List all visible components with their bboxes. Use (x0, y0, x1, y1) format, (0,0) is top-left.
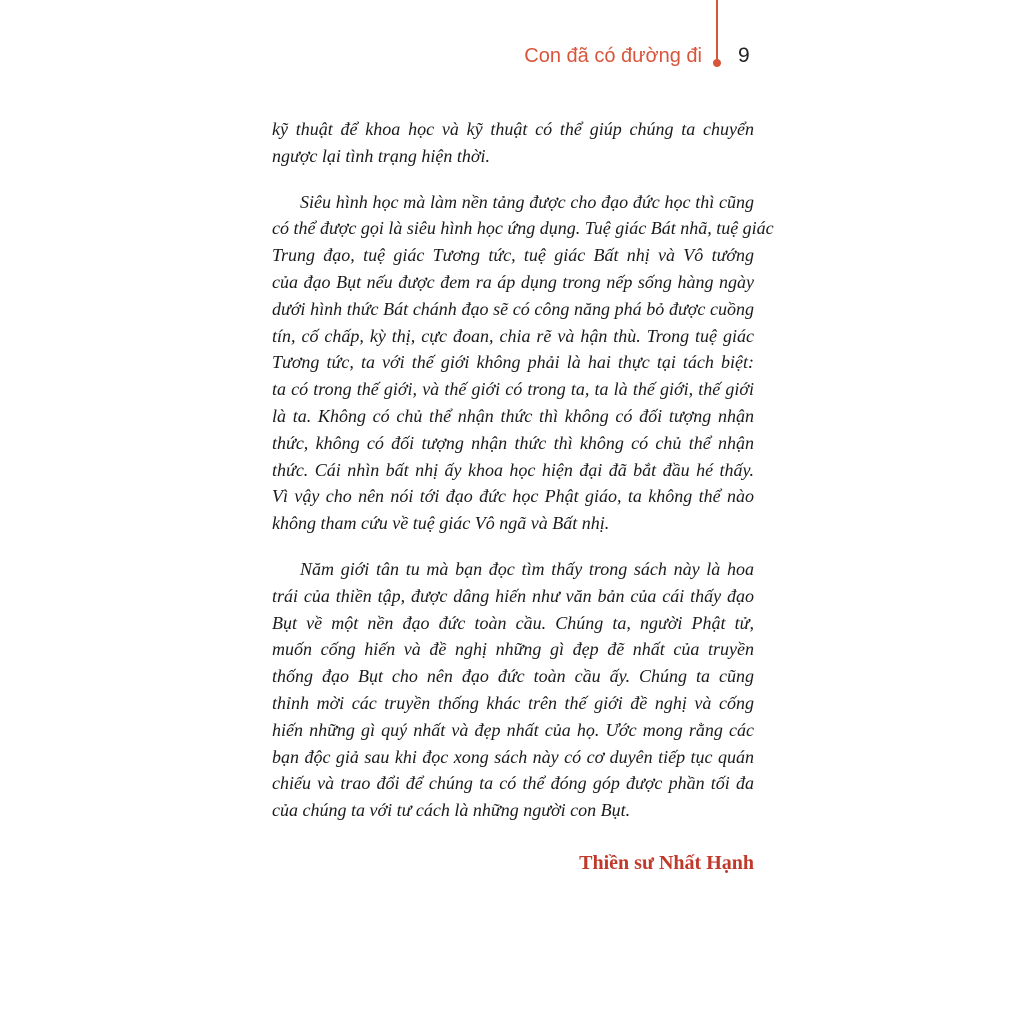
text-line: bạn độc giả sau khi đọc xong sách này có cơ duyên tiếp tục quán (272, 746, 754, 767)
paragraph (272, 189, 774, 537)
text-line: thống đạo Bụt cho nên đạo đức toàn cầu ấy. Chúng ta cũng (272, 666, 754, 687)
text-line: Năm giới tân tu mà bạn đọc tìm thấy trong sách này là hoa (300, 558, 754, 579)
text-line: của chúng ta với tư cách là những người con Bụt. (272, 800, 631, 821)
text-line: có thể được gọi là siêu hình học ứng dụng. Tuệ giác Bát nhã, tuệ giác (272, 218, 774, 239)
paragraph (272, 116, 754, 170)
text-line: Bụt về một nền đạo đức toàn cầu. Chúng ta, người Phật tử, (272, 612, 754, 633)
text-line: Siêu hình học mà làm nền tảng được cho đạo đức học thì cũng (300, 191, 754, 212)
text-line: tín, cố chấp, kỳ thị, cực đoan, chia rẽ và hận thù. Trong tuệ giác (272, 325, 754, 346)
text-line: Trung đạo, tuệ giác Tương tức, tuệ giác Bất nhị và Vô tướng (272, 245, 754, 266)
text-line: Tương tức, ta với thế giới không phải là hai thực tại tách biệt: (272, 352, 754, 373)
text-line: thức. Cái nhìn bất nhị ấy khoa học hiện đại đã bắt đầu hé thấy. (272, 459, 754, 480)
text-line: không tham cứu về tuệ giác Vô ngã và Bất nhị. (272, 513, 610, 534)
text-line: Vì vậy cho nên nói tới đạo đức học Phật giáo, ta không thể nào (272, 486, 754, 507)
text-line: chiếu và trao đổi để chúng ta có thể đóng góp được phần tối đa (272, 773, 754, 794)
text-line: là ta. Không có chủ thể nhận thức thì không có đối tượng nhận (272, 405, 754, 426)
author-signature: Thiền sư Nhất Hạnh (579, 852, 754, 874)
running-title: Con đã có đường đi (524, 45, 702, 67)
body-text (272, 116, 774, 843)
text-line: hiến những gì quý nhất và đẹp nhất của họ. Ước mong rằng các (272, 719, 754, 740)
text-line: dưới hình thức Bát chánh đạo sẽ có công năng phá bỏ được cuồng (272, 298, 754, 319)
paragraph (272, 556, 754, 824)
header-dot (713, 59, 721, 67)
header-vertical-rule (716, 0, 718, 62)
text-line: thức, không có đối tượng nhận thức thì không có chủ thể nhận (272, 432, 754, 453)
text-line: trái của thiền tập, được dâng hiến như văn bản của cái thấy đạo (272, 585, 754, 606)
text-line: của đạo Bụt nếu được đem ra áp dụng trong nếp sống hàng ngày (272, 271, 754, 292)
text-line: muốn cống hiến và đề nghị những gì đẹp đẽ nhất của truyền (272, 639, 754, 660)
text-line: thỉnh mời các truyền thống khác trên thế giới đề nghị và cống (272, 692, 754, 713)
page-number: 9 (738, 44, 750, 67)
text-line: ngược lại tình trạng hiện thời. (272, 145, 491, 166)
text-line: ta có trong thế giới, và thế giới có trong ta, ta là thế giới, thế giới (272, 379, 754, 400)
text-line: kỹ thuật để khoa học và kỹ thuật có thể giúp chúng ta chuyển (272, 119, 754, 139)
